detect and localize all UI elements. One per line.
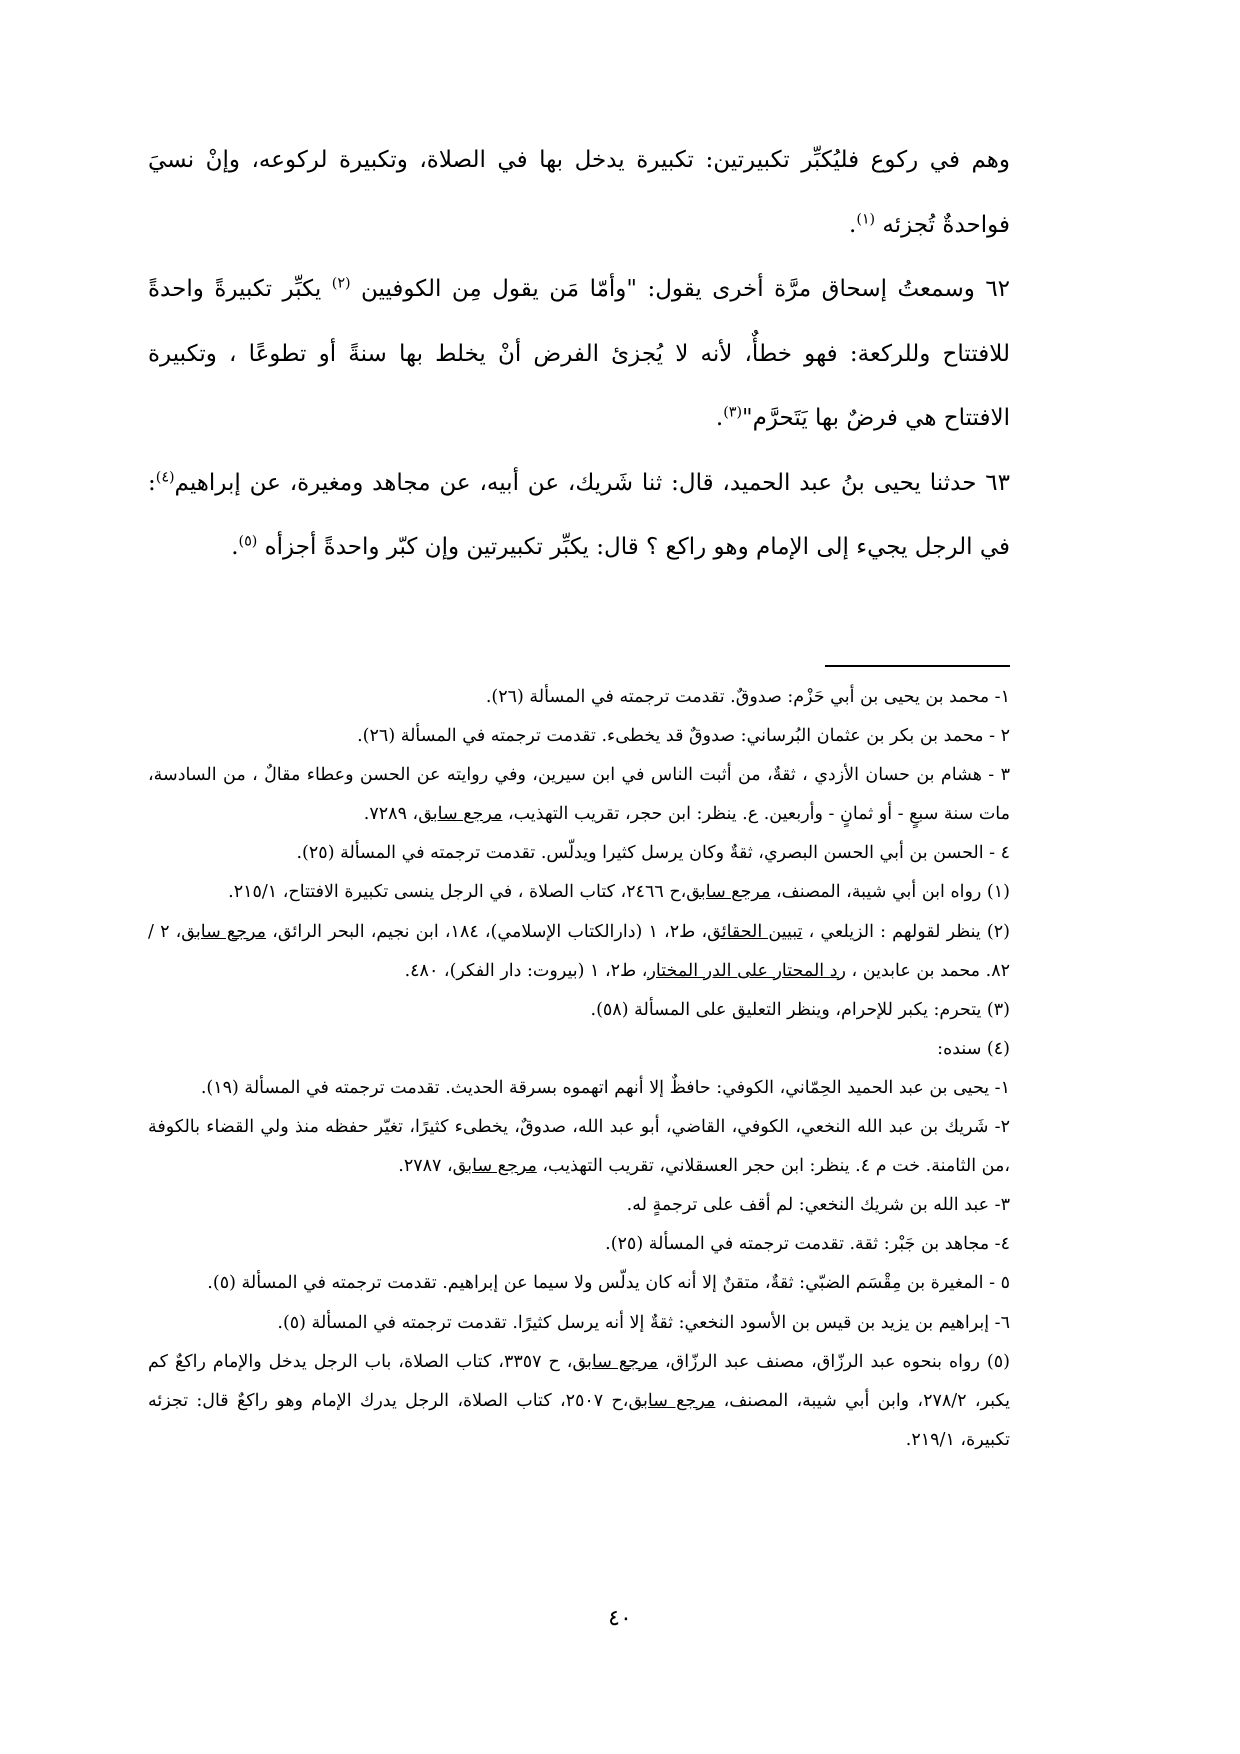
footnotes [148, 678, 1010, 1460]
reference-link[interactable]: مرجع سابق [628, 1390, 716, 1411]
chain-note-6: ٦- إبراهيم بن يزيد بن قيس بن الأسود النخعي: ثقةٌ إلا أنه يرسل كثيرًا. تقدمت ترجمته في المسألة (٥). [277, 1312, 1010, 1333]
paragraph-63-text-b: : في الرجل يجيء إلى الإمام وهو راكع ؟ قال: يكبِّر تكبيرتين وإن كبّر واحدةً أجزأه [148, 469, 1010, 560]
footnote-4: (٤) سنده: [937, 1038, 1010, 1059]
footnote-2-text-b: ، ط٢، ١ (دارالكتاب الإسلامي)، ١٨٤، ابن نجيم، البحر الرائق، [272, 921, 708, 942]
footnote-1-text: (١) رواه ابن أبي شيبة، المصنف، [776, 882, 1010, 903]
chain-note-2 [148, 1108, 1010, 1186]
footnote-ref-1[interactable]: (١) [856, 210, 876, 227]
footnote-5 [148, 1343, 1010, 1460]
paragraph-1 [148, 128, 1010, 257]
narrator-note-2: ٢ - محمد بن بكر بن عثمان البُرساني: صدوقٌ قد يخطىء. تقدمت ترجمته في المسألة (٢٦). [357, 726, 1010, 747]
footnote-2 [148, 913, 1010, 991]
footnote-2-end: ، ط٢، ١ (بيروت: دار الفكر)، ٤٨٠. [404, 960, 648, 981]
narrator-note-3-end: ، ٧٢٨٩. [363, 804, 419, 825]
footnote-2-text-c: ، ٢ / ٨٢. محمد بن عابدين ، [148, 921, 1010, 981]
reference-link[interactable]: مرجع سابق [572, 1351, 659, 1372]
period: . [849, 211, 857, 238]
paragraph-62-text-a: ٦٢ وسمعتُ إسحاق مرَّة أخرى يقول: "وأمّا مَن يقول مِن الكوفيين [361, 276, 1011, 302]
footnote-5-end: ،ح ٢٥٠٧، كتاب الصلاة، الرجل يدرك الإمام وهو راكعٌ قال: تجزئه تكبيرة، ٢١٩/١. [148, 1390, 1010, 1450]
footnote-ref-5[interactable]: (٥) [238, 533, 258, 550]
narrator-note-3-text: ٣ - هشام بن حسان الأزدي ، ثقةٌ، من أثبت الناس في ابن سيرين، وفي روايته عن الحسن وعطاء مقالٌ ، من السادسة، مات سنة سبعٍ - أو ثمانٍ - وأربعين. ع. ينظر: ابن حجر، تقريب التهذيب، [148, 765, 1010, 825]
chain-note-3: ٣- عبد الله بن شريك النخعي: لم أقف على ترجمةٍ له. [626, 1195, 1010, 1216]
paragraph-1-text: وهم في ركوع فليُكبِّر تكبيرتين: تكبيرة يدخل بها في الصلاة، وتكبيرة لركوعه، وإنْ نسيَ فواحدةٌ تُجزئه [148, 147, 1010, 238]
reference-link[interactable]: مرجع سابق [686, 882, 771, 903]
chain-note-2-text: ٢- شَريك بن عبد الله النخعي، الكوفي، القاضي، أبو عبد الله، صدوقٌ، يخطىء كثيرًا، تغيّر حفظه منذ ولي القضاء بالكوفة ،من الثامنة. خت م ٤. ينظر: ابن حجر العسقلاني، تقريب التهذيب، [148, 1117, 1010, 1177]
paragraph-62 [148, 257, 1010, 451]
footnote-3: (٣) يتحرم: يكبر للإحرام، وينظر التعليق على المسألة (٥٨). [590, 999, 1010, 1020]
reference-link[interactable]: مرجع سابق [181, 921, 267, 942]
footnote-separator [825, 665, 1010, 667]
footnote-2-text: (٢) ينظر لقولهم : الزيلعي ، [808, 921, 1010, 942]
chain-note-1: ١- يحيى بن عبد الحميد الحِمّاني، الكوفي: حافظٌ إلا أنهم اتهموه بسرقة الحديث. تقدمت ترجمته في المسألة (١٩). [200, 1077, 1010, 1098]
footnote-5-text-b: ، ح ٣٣٥٧، كتاب الصلاة، باب الرجل يدخل والإمام راكعٌ كم يكبر، ٢٧٨/٢، وابن أبي شيبة، المصنف، [148, 1351, 1010, 1411]
page-number: ٤٠ [608, 1606, 632, 1631]
paragraph-63 [148, 451, 1010, 580]
book-title-link[interactable]: تبيين الحقائق [707, 921, 803, 942]
main-text [148, 128, 1010, 580]
chain-note-2-end: ، ٢٧٨٧. [398, 1156, 453, 1177]
narrator-note-1: ١- محمد بن يحيى بن أبي حَزْم: صدوقٌ. تقدمت ترجمته في المسألة (٢٦). [485, 687, 1010, 707]
paragraph-62-text-b: يكبِّر تكبيرةً واحدةً للافتتاح وللركعة: فهو خطأٌ، لأنه لا يُجزئ الفرض أنْ يخلط بها سنةً أو تطوعًا ، وتكبيرة الافتتاح هي فرضٌ بها يَتَحرَّم" [148, 276, 1010, 431]
narrator-note-4: ٤ - الحسن بن أبي الحسن البصري، ثقةٌ وكان يرسل كثيرا ويدلّس. تقدمت ترجمته في المسألة (٢٥). [296, 843, 1010, 864]
period: . [231, 534, 239, 560]
footnote-ref-3[interactable]: (٣) [723, 404, 743, 421]
reference-link[interactable]: مرجع سابق [418, 804, 503, 825]
footnote-1-end: ،ح ٢٤٦٦، كتاب الصلاة ، في الرجل ينسى تكبيرة الافتتاح، ٢١٥/١. [228, 882, 687, 903]
footnote-5-text: (٥) رواه بنحوه عبد الرزّاق، مصنف عبد الرزّاق، [665, 1351, 1010, 1372]
footnote-1 [148, 873, 1010, 912]
chain-note-5: ٥ - المغيرة بن مِقْسَم الضبّي: ثقةٌ، متقنٌ إلا أنه كان يدلّس ولا سيما عن إبراهيم. تقدمت ترجمته في المسألة (٥). [207, 1273, 1010, 1294]
chain-note-4: ٤- مجاهد بن جَبْر: ثقة. تقدمت ترجمته في المسألة (٢٥). [605, 1234, 1010, 1255]
footnote-ref-2[interactable]: (٢) [331, 275, 351, 292]
period: . [715, 405, 724, 431]
book-title-link[interactable]: رد المحتار على الدر المختار [647, 960, 846, 981]
paragraph-63-text-a: ٦٣ حدثنا يحيى بنُ عبد الحميد، قال: ثنا شَريك، عن أبيه، عن مجاهد ومغيرة، عن إبراهيم [174, 469, 1010, 496]
reference-link[interactable]: مرجع سابق [452, 1156, 537, 1177]
footnote-ref-4[interactable]: (٤) [155, 468, 175, 485]
narrator-note-3 [148, 756, 1010, 834]
